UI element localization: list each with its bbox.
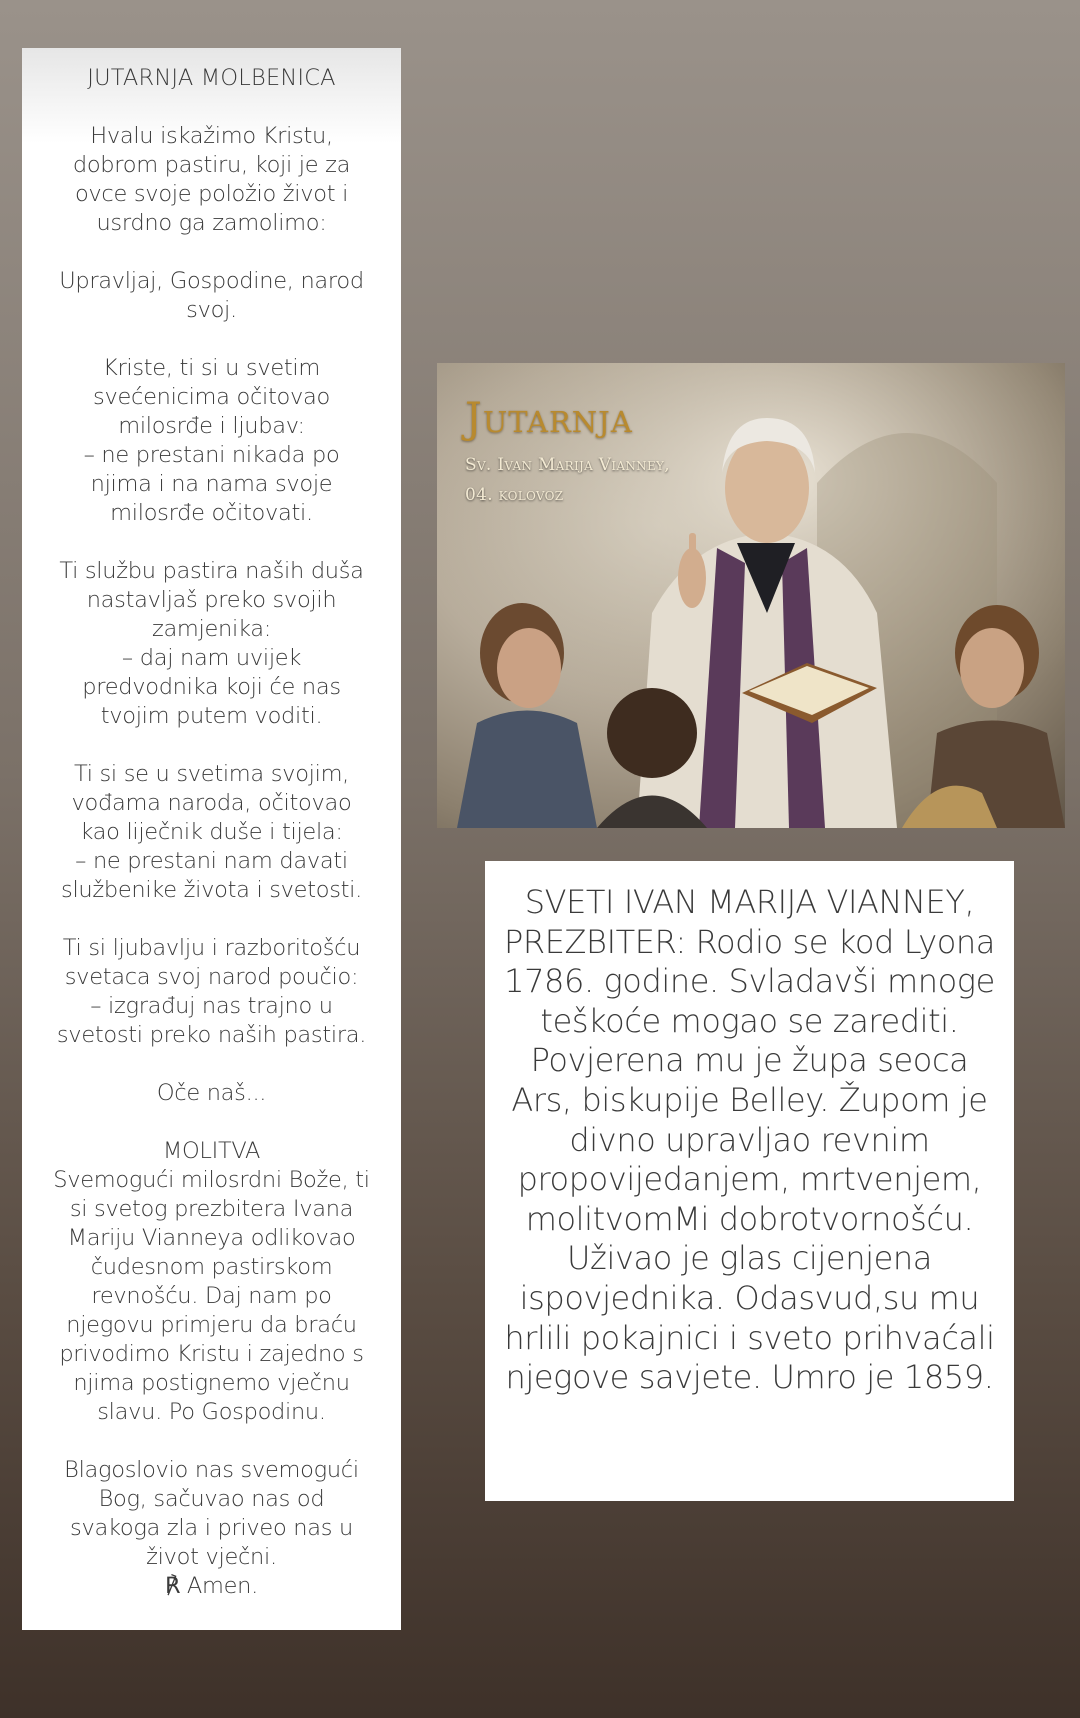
closing-prayer-heading: MOLITVA bbox=[162, 1138, 261, 1164]
our-father-line: Oče naš... bbox=[156, 1080, 267, 1106]
prayer-petition-2: Ti službu pastira naših duša nastavljaš preko svojih zamjenika: – daj nam uvijek predvodnika koji će nas tvojim putem voditi. bbox=[59, 558, 364, 729]
prayer-petition-3: Ti si se u svetima svojim, vođama naroda, očitovao kao liječnik duše i tijela: – ne prestani nam davati službenike života i svetosti. bbox=[61, 761, 362, 903]
prayer-petition-1: Kriste, ti si u svetim svećenicima očitovao milosrđe i ljubav: – ne prestani nikada po njima i na nama svoje milosrđe očitovati. bbox=[83, 355, 340, 526]
blessing-text: Blagoslovio nas svemogući Bog, sačuvao nas od svakoga zla i priveo nas u život vječni. bbox=[64, 1457, 359, 1570]
amen-line: ℟ Amen. bbox=[164, 1573, 258, 1599]
hero-title: Jutarnja bbox=[465, 393, 633, 442]
prayer-intro: Hvalu iskažimo Kristu, dobrom pastiru, koji je za ovce svoje položio život i usrdno ga zamolimo: bbox=[72, 123, 351, 236]
saint-biography-text: SVETI IVAN MARIJA VIANNEY, PREZBITER: Rodio se kod Lyona 1786. godine. Svladavši mnoge teškoće mogao se zarediti. Povjerena mu je župa seoca Ars, biskupije Belley. Župom je divno upravljao revnim propovijedanjem, mrtvenjem, molitvomMi dobrotvornošću. Uživao je glas cijenjena ispovjednika. Odasvud,su mu hrlili pokajnici i sveto prihvaćali njegove savjete. Umro je 1859. bbox=[503, 883, 996, 1397]
saint-biography-card bbox=[485, 861, 1014, 1501]
hero-subtitle-saint: Sv. Ivan Marija Vianney, bbox=[465, 455, 670, 475]
morning-prayer-card bbox=[22, 48, 401, 1630]
prayer-response: Upravljaj, Gospodine, narod svoj. bbox=[59, 268, 364, 323]
saint-illustration bbox=[437, 363, 1065, 828]
closing-prayer-text: Svemogući milosrdni Bože, ti si svetog prezbitera Ivana Mariju Vianneya odlikovao čudesnom pastirskom revnošću. Daj nam po njegovu primjeru da braću privodimo Kristu i zajedno s njima postignemo vječnu slavu. Po Gospodinu. bbox=[53, 1167, 370, 1425]
prayer-heading: JUTARNJA MOLBENICA bbox=[87, 65, 336, 91]
hero-subtitle-date: 04. kolovoz bbox=[465, 485, 564, 505]
prayer-petition-4: Ti si ljubavlju i razboritošću svetaca svoj narod poučio: – izgrađuj nas trajno u svetosti preko naših pastira. bbox=[56, 935, 367, 1048]
